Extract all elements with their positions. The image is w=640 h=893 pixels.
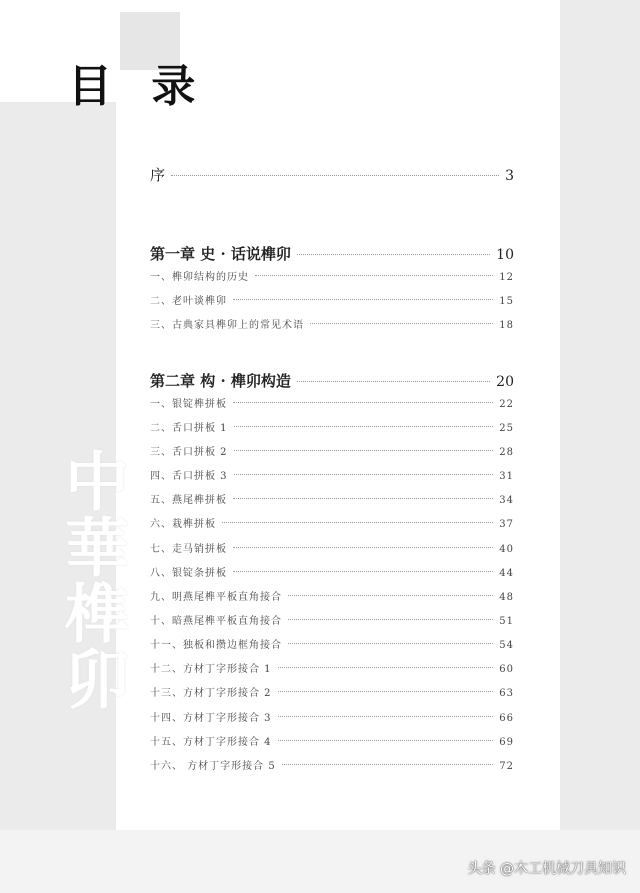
- leader-dots: [288, 619, 493, 620]
- toc-entry-label: 三、古典家具榫卯上的常见术语: [150, 320, 304, 331]
- toc-entry-page: 34: [499, 495, 514, 506]
- leader-dots: [278, 716, 494, 717]
- toc-entry-page: 69: [499, 737, 514, 748]
- leader-dots: [278, 667, 494, 668]
- toc-entry-page: 22: [499, 399, 514, 410]
- leader-dots: [278, 691, 494, 692]
- toc-entry-page: 40: [499, 544, 514, 555]
- toc-entry-page: 66: [499, 713, 514, 724]
- toc-entry[interactable]: [150, 612, 514, 627]
- toc-entry-page: 51: [499, 616, 514, 627]
- toc-entry-page: 3: [505, 168, 514, 184]
- leader-dots: [233, 498, 493, 499]
- toc-entry-page: 72: [499, 761, 514, 772]
- toc-entry-label: 十三、方材丁字形接合 2: [150, 688, 272, 699]
- toc-entry[interactable]: [150, 636, 514, 651]
- toc-entry-label: 序: [150, 166, 166, 184]
- toc-entry-label: 一、榫卯结构的历史: [150, 272, 249, 283]
- toc-entry-page: 54: [499, 640, 514, 651]
- toc-entry-page: 12: [499, 272, 514, 283]
- toc-entry-page: 63: [499, 688, 514, 699]
- toc-chapter-1[interactable]: [150, 243, 514, 264]
- toc-entry-page: 60: [499, 664, 514, 675]
- leader-dots: [233, 299, 493, 300]
- toc-entry[interactable]: [150, 709, 514, 724]
- leader-dots: [288, 595, 493, 596]
- leader-dots: [234, 450, 494, 451]
- leader-dots: [297, 381, 490, 382]
- leader-dots: [171, 175, 499, 176]
- leader-dots: [255, 275, 493, 276]
- toc-entry-label: 一、银锭榫拼板: [150, 399, 227, 410]
- toc-entry[interactable]: [150, 268, 514, 283]
- toc-entry[interactable]: [150, 515, 514, 530]
- toc-entry-label: 二、老叶谈榫卯: [150, 296, 227, 307]
- toc-entry-label: 六、栽榫拼板: [150, 519, 216, 530]
- toc-entry[interactable]: [150, 588, 514, 603]
- toc-entry-label: 九、明燕尾榫平板直角接合: [150, 592, 282, 603]
- toc-entry[interactable]: [150, 467, 514, 482]
- toc-entry-label: 十一、独板和攒边框角接合: [150, 640, 282, 651]
- toc-entry-label: 十五、方材丁字形接合 4: [150, 737, 272, 748]
- toc-entry-page: 25: [499, 423, 514, 434]
- toc-entry[interactable]: [150, 395, 514, 410]
- toc-chapter-label: 第一章 史 · 话说榫卯: [150, 245, 291, 263]
- toc-entry[interactable]: [150, 491, 514, 506]
- toc-entry-label: 十六、 方材丁字形接合 5: [150, 761, 276, 772]
- toc-entry[interactable]: [150, 443, 514, 458]
- leader-dots: [222, 522, 493, 523]
- toc-entry[interactable]: [150, 419, 514, 434]
- toc-chapter-page: 20: [496, 374, 514, 390]
- right-gray-band: [560, 0, 640, 830]
- toc-entry-label: 十四、方材丁字形接合 3: [150, 713, 272, 724]
- leader-dots: [234, 474, 494, 475]
- toc-entry-page: 44: [499, 568, 514, 579]
- toc-chapter-label: 第二章 构 · 榫卯构造: [150, 372, 291, 390]
- leader-dots: [234, 426, 494, 427]
- toc-entry-page: 18: [499, 320, 514, 331]
- toc-entry-page: 37: [499, 519, 514, 530]
- toc-entry[interactable]: [150, 660, 514, 675]
- toc-entry-label: 十二、方材丁字形接合 1: [150, 664, 272, 675]
- toc-entry-label: 十、暗燕尾榫平板直角接合: [150, 616, 282, 627]
- toc-entry-label: 三、舌口拼板 2: [150, 447, 228, 458]
- toc-entry[interactable]: [150, 316, 514, 331]
- toc-entry[interactable]: [150, 684, 514, 699]
- toc-entry-label: 五、燕尾榫拼板: [150, 495, 227, 506]
- leader-dots: [233, 402, 493, 403]
- toc-entry[interactable]: [150, 564, 514, 579]
- toc-entry-page: 28: [499, 447, 514, 458]
- leader-dots: [233, 571, 493, 572]
- toc-entry-label: 四、舌口拼板 3: [150, 471, 228, 482]
- toc-entry-page: 31: [499, 471, 514, 482]
- calligraphy-vertical-text: 中華榫卯: [54, 448, 128, 712]
- leader-dots: [278, 740, 494, 741]
- leader-dots: [288, 643, 493, 644]
- leader-dots: [310, 323, 493, 324]
- leader-dots: [297, 254, 490, 255]
- watermark: 头条 @木工机械刀具知识: [467, 861, 626, 877]
- toc-entry-page: 15: [499, 296, 514, 307]
- toc-entry-label: 八、银锭条拼板: [150, 568, 227, 579]
- page-title: 目 录: [68, 61, 208, 112]
- toc-entry[interactable]: [150, 540, 514, 555]
- toc-entry[interactable]: [150, 733, 514, 748]
- toc-entry[interactable]: [150, 292, 514, 307]
- toc-entry-label: 二、舌口拼板 1: [150, 423, 228, 434]
- toc-entry-label: 七、走马销拼板: [150, 544, 227, 555]
- toc-chapter-2[interactable]: [150, 370, 514, 391]
- leader-dots: [282, 764, 494, 765]
- leader-dots: [233, 547, 493, 548]
- toc-chapter-page: 10: [496, 247, 514, 263]
- toc-entry-page: 48: [499, 592, 514, 603]
- toc-entry-preface[interactable]: [150, 164, 514, 185]
- toc-entry[interactable]: [150, 757, 514, 772]
